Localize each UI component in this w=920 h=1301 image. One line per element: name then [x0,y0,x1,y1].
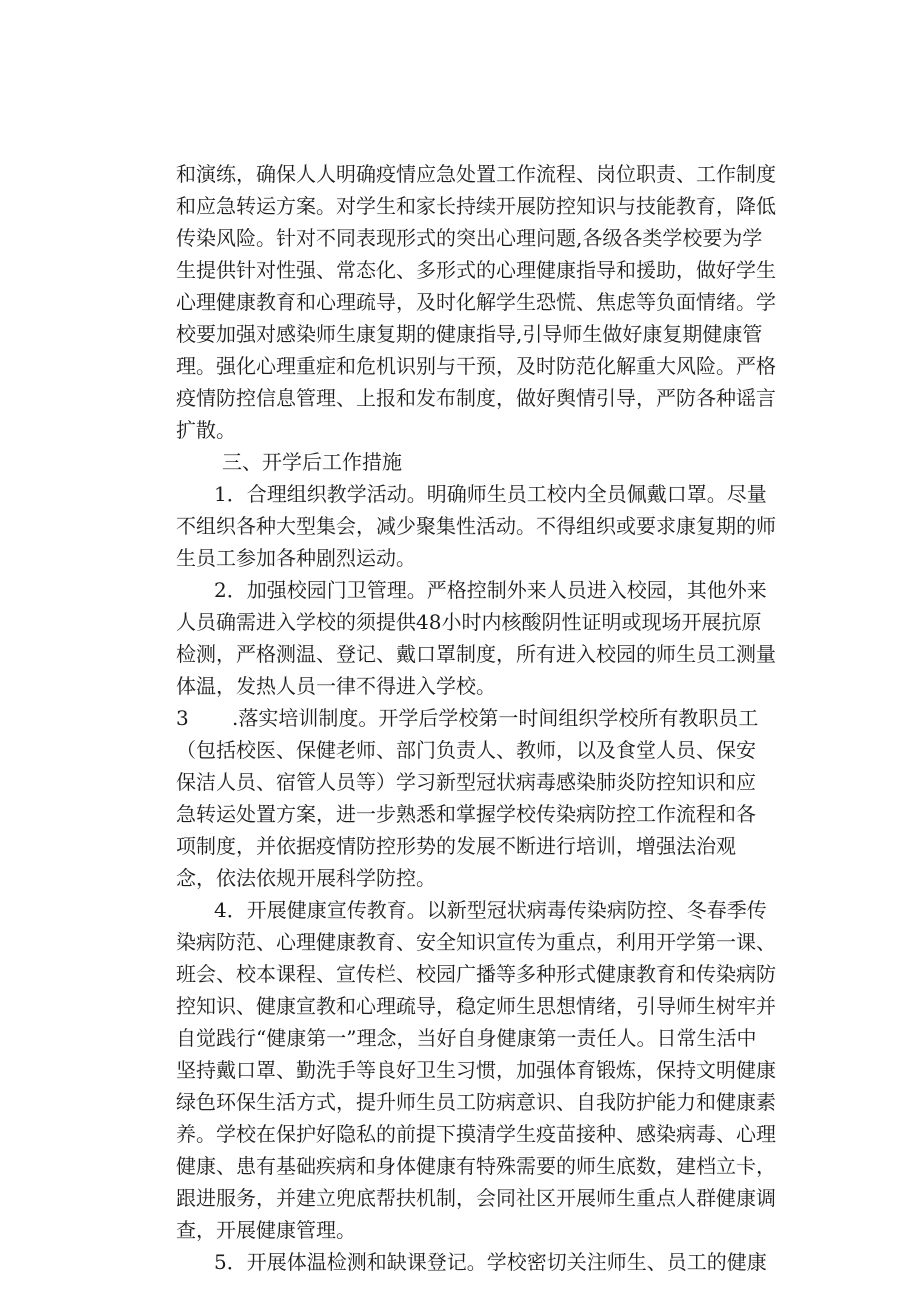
item-4-line: 染病防范、心理健康教育、安全知识宣传为重点，利用开学第一课、 [176,930,776,954]
item-1-line: 生员工参加各种剧烈运动。 [176,546,416,570]
paragraph-line: 心理健康教育和心理疏导，及时化解学生恐慌、焦虑等负面情绪。学 [176,290,776,314]
item-4-line: 坚持戴口罩、勤洗手等良好卫生习惯，加强体育锻炼，保持文明健康 [176,1058,776,1082]
item-3-line: （包括校医、保健老师、部门负责人、教师，以及食堂人员、保安 [176,738,756,762]
item-2-line: 检测，严格测温、登记、戴口罩制度，所有进入校园的师生员工测量 [176,642,776,666]
item-3-line: .落实培训制度。开学后学校第一时间组织学校所有教职员工 [232,706,759,730]
item-3-number: 3 [176,706,189,730]
paragraph-line: 和演练，确保人人明确疫情应急处置工作流程、岗位职责、工作制度 [176,162,776,186]
item-3-line: 急转运处置方案，进一步熟悉和掌握学校传染病防控工作流程和各 [176,802,756,826]
item-1-line: 1．合理组织教学活动。明确师生员工校内全员佩戴口罩。尽量 [214,482,767,506]
item-4-line: 跟进服务，并建立兜底帮扶机制，会同社区开展师生重点人群健康调 [176,1186,776,1210]
paragraph-line: 疫情防控信息管理、上报和发布制度，做好舆情引导，严防各种谣言 [176,386,776,410]
item-1-line: 不组织各种大型集会，减少聚集性活动。不得组织或要求康复期的师 [176,514,776,538]
item-4-line: 养。学校在保护好隐私的前提下摸清学生疫苗接种、感染病毒、心理 [176,1122,776,1146]
paragraph-line: 扩散。 [176,418,236,442]
item-3-line: 保洁人员、宿管人员等）学习新型冠状病毒感染肺炎防控知识和应 [176,770,756,794]
paragraph-line: 理。强化心理重症和危机识别与干预，及时防范化解重大风险。严格 [176,354,776,378]
item-4-line: 绿色环保生活方式，提升师生员工防病意识、自我防护能力和健康素 [176,1090,776,1114]
paragraph-line: 和应急转运方案。对学生和家长持续开展防控知识与技能教育，降低 [176,194,776,218]
item-5-line: 5．开展体温检测和缺课登记。学校密切关注师生、员工的健康 [214,1250,767,1274]
item-3-line: 项制度，并依据疫情防控形势的发展不断进行培训，增强法治观 [176,834,736,858]
paragraph-line: 校要加强对感染师生康复期的健康指导,引导师生做好康复期健康管 [176,322,763,346]
section-heading: 三、开学后工作措施 [222,450,402,474]
paragraph-line: 生提供针对性强、常态化、多形式的心理健康指导和援助，做好学生 [176,258,776,282]
paragraph-line: 传染风险。针对不同表现形式的突出心理问题,各级各类学校要为学 [176,226,763,250]
item-2-line: 人员确需进入学校的须提供48小时内核酸阴性证明或现场开展抗原 [176,610,762,634]
item-2-line: 体温，发热人员一律不得进入学校。 [176,674,496,698]
item-4-line: 班会、校本课程、宣传栏、校园广播等多种形式健康教育和传染病防 [176,962,776,986]
item-3-line: 念，依法依规开展科学防控。 [176,866,436,890]
item-4-line: 4．开展健康宣传教育。以新型冠状病毒传染病防控、冬春季传 [214,898,767,922]
item-4-line: 控知识、健康宣教和心理疏导，稳定师生思想情绪，引导师生树牢并 [176,994,776,1018]
item-4-line: 健康、患有基础疾病和身体健康有特殊需要的师生底数，建档立卡， [176,1154,776,1178]
item-4-line: 查，开展健康管理。 [176,1218,356,1242]
item-4-line: 自觉践行“健康第一”理念，当好自身健康第一责任人。日常生活中 [176,1026,757,1050]
item-2-line: 2．加强校园门卫管理。严格控制外来人员进入校园，其他外来 [214,578,767,602]
